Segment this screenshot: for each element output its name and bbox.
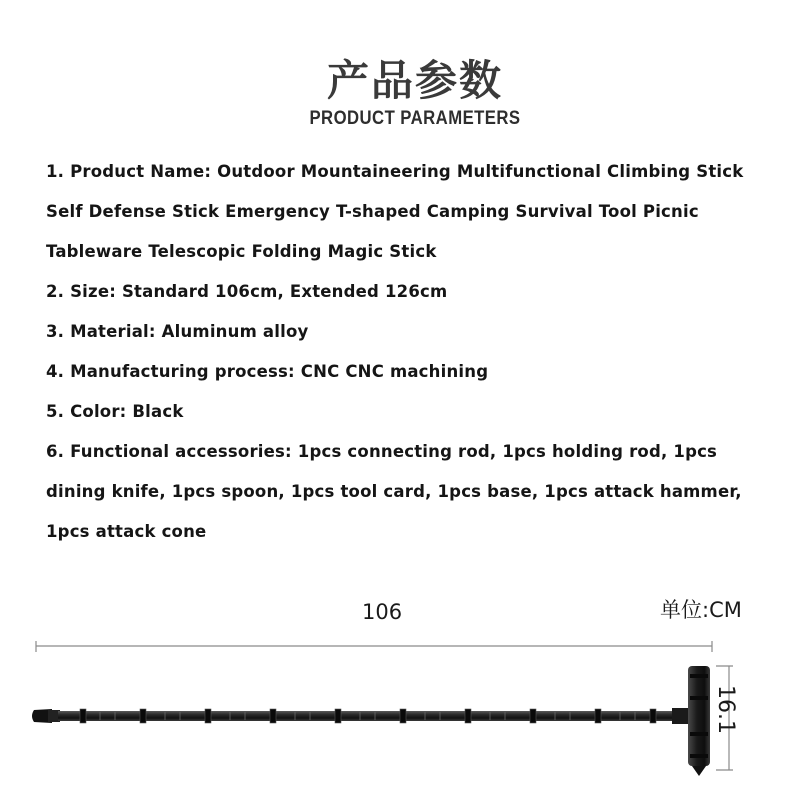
t-handle	[688, 666, 710, 776]
parameter-line: 6. Functional accessories: 1pcs connecting rod, 1pcs holding rod, 1pcs	[46, 442, 718, 461]
parameter-line: 2. Size: Standard 106cm, Extended 126cm	[46, 282, 448, 301]
page-title-chinese: 产品参数	[326, 56, 503, 105]
height-dimension-label: 16.1	[713, 685, 738, 734]
parameter-line: Self Defense Stick Emergency T-shaped Camping Survival Tool Picnic	[46, 202, 699, 221]
length-dimension-line	[36, 641, 712, 652]
page-title-english: PRODUCT PARAMETERS	[309, 108, 521, 129]
stick-body	[32, 708, 690, 724]
parameter-line: dining knife, 1pcs spoon, 1pcs tool card, 1pcs base, 1pcs attack hammer,	[46, 482, 742, 501]
parameter-line: 4. Manufacturing process: CNC CNC machining	[46, 362, 489, 381]
parameter-list	[46, 152, 786, 552]
unit-label: 单位:CM	[660, 598, 742, 622]
parameter-line: 1pcs attack cone	[46, 522, 207, 541]
stick-dimension-diagram	[0, 570, 800, 800]
parameter-line: 3. Material: Aluminum alloy	[46, 322, 309, 341]
length-dimension-label: 106	[362, 600, 403, 624]
parameter-line: 5. Color: Black	[46, 402, 184, 421]
parameter-line: Tableware Telescopic Folding Magic Stick	[46, 242, 437, 261]
parameter-line: 1. Product Name: Outdoor Mountaineering Multifunctional Climbing Stick	[46, 162, 744, 181]
